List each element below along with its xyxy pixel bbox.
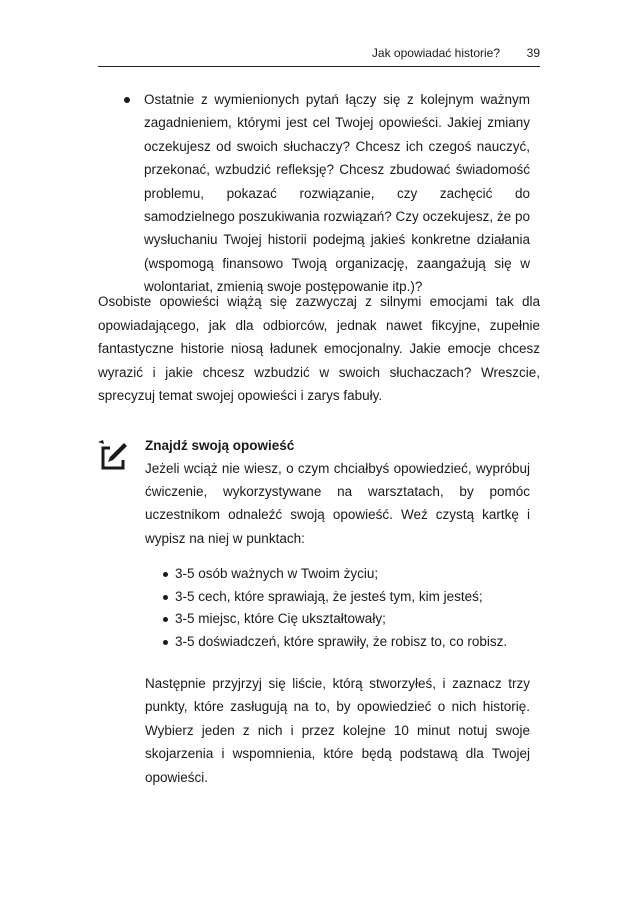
- exercise-box: [145, 434, 530, 789]
- exercise-outro: Następnie przyjrzyj się liście, którą stworzyłeś, i zaznacz trzy punkty, które zasługują na to, by opowiedzieć o nich historię. Wybierz jeden z nich i przez kolejne 10 minut notuj swoje skojarzenia i wspomnienia, które będą podstawą dla Twojej opowieści.: [145, 676, 530, 785]
- list-item-text: 3-5 osób ważnych w Twoim życiu;: [175, 565, 379, 581]
- page-number: 39: [526, 46, 540, 60]
- bullet-icon: [163, 595, 168, 600]
- bullet-icon: [163, 617, 168, 622]
- list-item: [163, 631, 530, 654]
- page-header: [98, 42, 540, 67]
- exercise-list: [163, 563, 530, 654]
- list-item-text: 3-5 doświadczeń, które sprawiły, że robisz to, co robisz.: [175, 634, 508, 650]
- bullet-text: Ostatnie z wymienionych pytań łączy się z kolejnym ważnym zagadnieniem, którymi jest cel Twojej opowieści. Jakiej zmiany oczekujesz od swoich słuchaczy? Chcesz ich czegoś nauczyć, przekonać, wzbudzić refleksję? Chcesz zbudować świadomość problemu, pokazać rozwiązanie, czy zachęcić do samodzielnego poszukiwania rozwiązań? Czy oczekujesz, że po wysłuchaniu Twojej historii podejmą jakieś konkretne działania (wspomogą finansowo Twoją organizację, zaangażują się w wolontariat, zmienią swoje postępowanie itp.)?: [144, 92, 530, 295]
- list-item: [163, 563, 530, 586]
- list-item-text: 3-5 miejsc, które Cię ukształtowały;: [175, 611, 386, 627]
- bullet-icon: [163, 572, 168, 577]
- running-title: Jak opowiadać historie?: [371, 46, 500, 60]
- pencil-edit-icon: [98, 440, 130, 472]
- exercise-title: Znajdź swoją opowieść: [145, 438, 295, 453]
- body-paragraph: Osobiste opowieści wiążą się zazwyczaj z silnymi emocjami tak dla opowiadającego, jak dla odbiorców, jednak nawet fikcyjne, zupełnie fantastyczne historie niosą ładunek emocjonalny. Jakie emocje chcesz wyrazić i jakie chcesz wzbudzić w swoich słuchaczach? Wreszcie, sprecyzuj temat swojej opowieści i zarys fabuły.: [98, 294, 540, 404]
- list-item-text: 3-5 cech, które sprawiają, że jesteś tym, kim jesteś;: [175, 588, 483, 604]
- exercise-intro: Jeżeli wciąż nie wiesz, o czym chciałbyś opowiedzieć, wypróbuj ćwiczenie, wykorzystywane na warsztatach, by pomóc uczestnikom odnaleźć swoją opowieść. Weź czystą kartkę i wypisz na niej w punktach:: [145, 461, 530, 546]
- bullet-icon: [124, 97, 130, 103]
- bullet-list-item: [120, 88, 530, 299]
- list-item: [163, 586, 530, 609]
- list-item: [163, 608, 530, 631]
- bullet-icon: [163, 640, 168, 645]
